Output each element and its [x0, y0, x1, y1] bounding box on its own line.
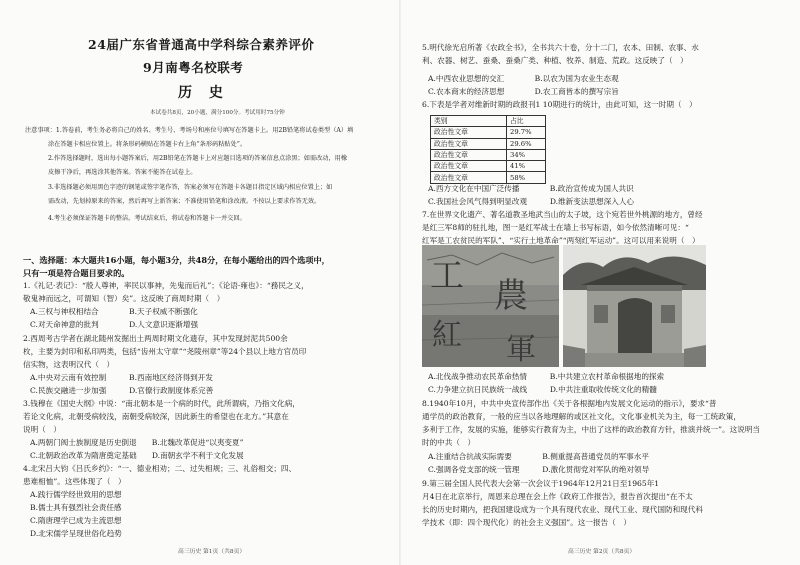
exam-info: 本试卷共8页，20小题，满分100分。考试用时75分钟 — [150, 110, 285, 116]
header-title: 24届广东省普通高中学科综合素养评价 — [88, 37, 315, 52]
option-line: C.农本商末的经济思想 D.农工商皆本的撰写宗旨 — [428, 87, 619, 96]
question-line: 3.钱穆在《国史大纲》中说：“南北朝本是一个病的时代，此所谓病，乃指文化病， — [23, 399, 300, 408]
table-row — [431, 149, 546, 160]
option-line: A.注重结合抗战实际需要 B.侧重提高普通党员的军事水平 — [428, 452, 649, 461]
question-line: 枚，主要为封印和私印两类，包括“齿州太守章”“尧陵州章”等24个县以上地方官员印 — [23, 347, 307, 356]
option-line: C.北朝政治改革为隋唐奠定基础 D.南朝玄学不利于文化发展 — [30, 451, 244, 460]
table-header-row — [431, 116, 546, 127]
option-line: A.践行儒学经世致用的思想 — [30, 490, 122, 499]
question-line: 7.在世界文化遗产、著名道教圣地武当山的太子坡，这个宛若世外桃源的地方，曾经 — [422, 210, 703, 219]
question-line: 敬鬼神而远之，可谓知（智）矣”。这反映了商周时期（ ） — [23, 294, 225, 303]
gate-building-illustration — [563, 245, 706, 367]
table-cell: 政治性文章 — [431, 127, 507, 138]
question-line: 5.明代徐光启所著《农政全书》，全书共六十卷，分十二门，农本、田制、农事、水 — [422, 43, 699, 52]
header-subtitle: 9月南粤名校联考 — [143, 60, 244, 75]
option-line: A.中央对云南有效控制 B.西南地区经济得到开发 — [30, 373, 213, 382]
option-line: A.西方文化在中国广泛传播 B.政治宣传成为国人共识 — [428, 184, 634, 193]
question-line: 是红三军8师的驻扎地，图一是红军战士在墙上书写标语，如今依然清晰可见：“ — [422, 223, 689, 232]
notice-line: 注意事项：1.答卷前，考生务必将自己的姓名、考生号、考场号和座位号填写在答题卡上。用2B铅笔将试卷类型（A）填 — [25, 127, 354, 134]
option-line: C.隋唐理学已成为主流思想 — [30, 516, 122, 525]
slogan-wall-illustration — [422, 245, 559, 367]
question-line: 8.1940年10月，中共中央宣传部作出《关于各根据地内发展文化运动的指示》，要求“普 — [422, 399, 717, 408]
page-footer: 高三历史 第1页（共8页） — [178, 549, 246, 555]
question-line: 时的中共（ ） — [422, 438, 476, 447]
svg-text:軍: 軍 — [506, 332, 536, 367]
question-line: 信实物，这表明汉代（ ） — [23, 360, 115, 369]
table-cell: 政治性文章 — [431, 172, 507, 183]
question-line: 若论文化病，北朝受病较浅，南朝受病较深，因此新生的希望也在北方。”其意在 — [23, 412, 289, 421]
table-cell: 29.7% — [507, 127, 546, 138]
statistics-table — [430, 115, 546, 184]
notice-line: 4.考生必须保证答题卡的整洁。考试结束后，将试卷和答题卡一并交回。 — [48, 215, 246, 222]
question-line: 说明（ ） — [23, 425, 61, 434]
table-cell: 政治性文章 — [431, 149, 507, 160]
notice-line: 需改动，先划掉原来的答案，然后再写上新答案；不准使用铅笔和涂改液。不按以上要求作答无效。 — [48, 198, 321, 205]
option-line: C.对天命神意的批判 D.人文意识逐渐增强 — [30, 320, 199, 329]
table-cell: 政治性文章 — [431, 138, 507, 149]
option-line: B.儒士具有强烈社会责任感 — [30, 503, 122, 512]
slogan-wall-photo — [422, 245, 559, 367]
option-line: C.强调各党支部的统一管理 D.激化贯彻党对军队的绝对领导 — [428, 465, 650, 474]
option-line: C.民族交融进一步加强 D.官僚行政制度体系完善 — [30, 386, 214, 395]
option-line: A.中西农业思想的交汇 B.以农为国为农业生态观 — [428, 74, 619, 83]
option-line: C.我国社会风气得到明显改观 D.维新变法思想深入人心 — [428, 197, 635, 206]
question-line: 多利于工作，发展的实施，能够实行教育为主，中出了这样的政治教育方针，推演并统一”。这说明当 — [422, 425, 761, 434]
table-header-cell: 占比 — [507, 116, 546, 127]
page-footer: 高三历史 第2页（共8页） — [568, 549, 636, 555]
table-row — [431, 127, 546, 138]
question-line: 2.西周考古学者在湖北随州发掘出土两周时期文化遗存，其中发现封泥共500余 — [23, 334, 288, 343]
table-row — [431, 161, 546, 172]
question-line: 学技术（即：四个现代化）的社会主义强国”。这一报告（ ） — [422, 518, 631, 527]
gate-building-photo — [563, 245, 706, 367]
option-line: A.北伐战争推动农民革命热情 B.中共建立农村革命根据地的探索 — [428, 372, 665, 381]
question-line: 月4日在北京举行，周恩来总理在会上作《政府工作报告》，报告首次提出“在不太 — [422, 492, 693, 501]
question-line: 通学员的政治教育，一般的应当以各地理解的或区社文化，文化事业机关为主，每一工统政策， — [422, 412, 741, 421]
svg-text:農: 農 — [494, 276, 528, 316]
table-cell: 政治性文章 — [431, 161, 507, 172]
question-line: 9.第三届全国人民代表大会第一次会议于1964年12月21日至1965年1 — [422, 479, 660, 488]
option-line: C.力争建立抗日民族统一战线 D.中共注重取收传统文化的精髓 — [428, 385, 657, 394]
notice-line: 皮擦干净后，再选涂其他答案。答案不能答在试卷上。 — [48, 169, 197, 176]
section-heading: 只有一项是符合题目要求的。 — [23, 268, 130, 278]
question-line: 红军是工农贫民的军队”、“实行土地革命”“两刻红军运动”。这可以用来说明（ ） — [422, 236, 700, 245]
question-line: 6.下表是学者对维新时期的政报刊1 10期进行的统计，由此可知，这一时期（ ） — [422, 100, 697, 109]
table-cell: 41% — [507, 161, 546, 172]
table-cell: 29.6% — [507, 138, 546, 149]
table-row — [431, 138, 546, 149]
notice-line: 3.非选择题必须用黑色字迹的钢笔或签字笔作答，答案必须写在答题卡各题目指定区域内相应位置上；如 — [48, 184, 333, 191]
option-line: A.三权与神权相结合 B.天子权威不断强化 — [30, 307, 198, 316]
svg-text:紅: 紅 — [432, 318, 462, 353]
question-line: 长的历史时期内，把我国建设成为一个具有现代农业、现代工业、现代国防和现代科 — [422, 505, 703, 514]
notice-line: 2.作答选择题时，选出每小题答案后，用2B铅笔在答题卡上对应题目选项的答案信息点涂黑；如需改动，用橡 — [48, 155, 348, 162]
question-line: 4.北宋吕大钧《吕氏乡约》：“一、德业相劝；二、过失相规；三、礼俗相交；四、 — [23, 464, 297, 473]
question-line: 患难相恤”。这些体现了（ ） — [23, 477, 126, 486]
option-line: D.北宋儒学呈现世俗化趋势 — [30, 529, 122, 538]
section-heading: 一、选择题：本大题共16小题，每小题3分，共48分，在每小题给出的四个选项中， — [23, 255, 330, 265]
notice-line: 涂在答题卡相应位置上。将条形码横贴在答题卡右上角“条形码粘贴处”。 — [48, 141, 247, 148]
table-header-cell: 类别 — [431, 116, 507, 127]
question-line: 1.《礼记·表记》：“殷人尊神，率民以事神，先鬼而后礼”；《论语·雍也》：“務民之义， — [23, 281, 309, 290]
table-row — [431, 172, 546, 183]
option-line: A.两朝门阀士族制度是历史倒退 B.北魏改革促进“以夷变夏” — [30, 438, 244, 447]
subject-title: 历 史 — [178, 85, 229, 101]
svg-text:工: 工 — [430, 256, 464, 296]
table-cell: 34% — [507, 149, 546, 160]
table-cell: 58% — [507, 172, 546, 183]
question-line: 利、农器、树艺、蚕桑、蚕桑广类、种植、牧养、制造、荒政。这反映了（ ） — [422, 56, 688, 65]
